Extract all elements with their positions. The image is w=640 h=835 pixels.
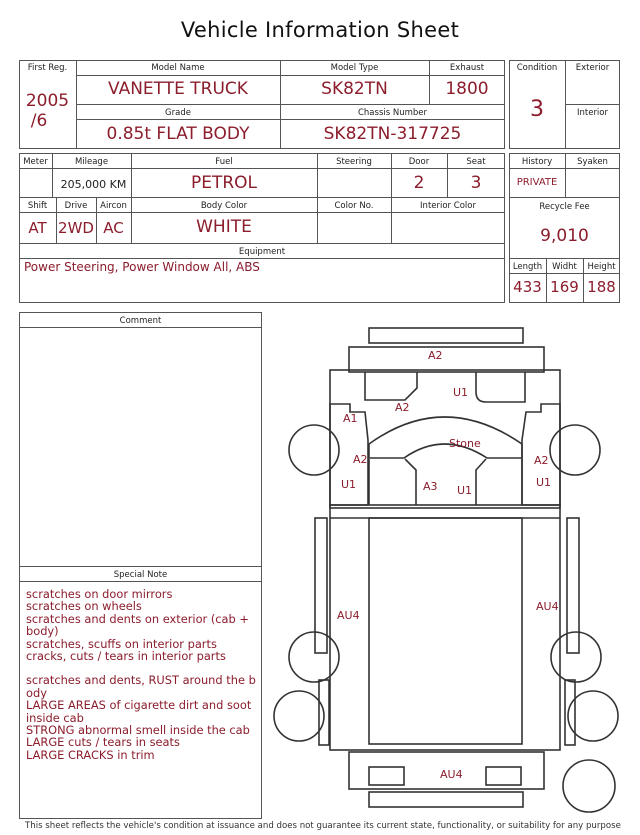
width-label: Widht [552, 262, 577, 272]
left-door [330, 404, 368, 505]
seat-value: 3 [470, 173, 482, 193]
wheel-rear-right [568, 691, 618, 741]
special-note-item: STRONG abnormal smell inside the cab [26, 723, 250, 738]
condition-value: 3 [530, 97, 544, 122]
right-door [522, 404, 560, 505]
rear-bumper-right [486, 767, 521, 785]
color-no-label: Color No. [334, 201, 374, 211]
mark-right-bed: AU4 [536, 600, 559, 613]
width-value: 169 [550, 278, 579, 296]
fuel-value: PETROL [190, 173, 258, 193]
windshield [369, 417, 522, 458]
length-value: 433 [513, 278, 542, 296]
drive-value: 2WD [58, 219, 94, 237]
special-note-item: inside cab [26, 710, 84, 725]
mark-left-door-mid: A2 [353, 453, 368, 466]
mark-dash-right: U1 [457, 484, 473, 497]
model-name-value: VANETTE TRUCK [108, 79, 248, 99]
special-note-item: LARGE AREAS of cigarette dirt and soot [26, 698, 252, 713]
exhaust-label: Exhaust [449, 63, 485, 73]
height-label: Height [587, 262, 616, 272]
equipment-label: Equipment [238, 247, 286, 257]
mark-left-door-top: A1 [343, 412, 358, 425]
comment-label: Comment [119, 316, 162, 326]
cab-roof-right [476, 372, 525, 402]
special-note-item: body) [26, 624, 59, 639]
shift-label: Shift [27, 201, 48, 211]
mark-windshield: Stone [449, 437, 481, 450]
special-note-label: Special Note [113, 570, 168, 580]
rear-bumper [349, 752, 544, 789]
special-note-item: LARGE cuts / tears in seats [26, 735, 180, 750]
mark-cab-top-left: A2 [395, 401, 410, 414]
page-title: Vehicle Information Sheet [180, 18, 460, 42]
special-note-item: scratches on door mirrors [26, 587, 173, 601]
mileage-value: 205,000 KM [60, 178, 127, 191]
chassis-label: Chassis Number [357, 108, 428, 118]
mark-rear-bumper: AU4 [440, 768, 463, 781]
first-reg-month: /6 [30, 111, 48, 131]
special-note-list [26, 588, 256, 761]
truck-bed-inner [369, 518, 522, 744]
fuel-label: Fuel [215, 157, 233, 167]
truck-bed [330, 505, 560, 750]
recycle-fee-value: 9,010 [540, 226, 589, 246]
meter-label: Meter [23, 157, 48, 167]
shift-value: AT [28, 219, 47, 237]
body-color-value: WHITE [196, 217, 252, 237]
interior-label: Interior [576, 108, 608, 118]
disclaimer-footer: This sheet reflects the vehicle's condition at issuance and does not guarantee its current state, functionality, or suitability for any purpose [25, 821, 621, 831]
left-side-panel [315, 518, 327, 653]
special-note-item: ody [26, 685, 47, 700]
grade-value: 0.85t FLAT BODY [106, 124, 250, 144]
wheel-front-right [550, 425, 600, 475]
door-value: 2 [413, 173, 425, 193]
mark-left-bed: AU4 [337, 609, 360, 622]
model-type-label: Model Type [330, 63, 379, 73]
exterior-label: Exterior [575, 63, 610, 73]
aircon-value: AC [103, 219, 124, 237]
mark-left-door-low: U1 [341, 478, 357, 491]
drive-label: Drive [64, 201, 88, 211]
wheel-rear-left [274, 691, 324, 741]
special-note-item: scratches on wheels [26, 599, 142, 614]
model-name-label: Model Name [151, 63, 205, 73]
wheel-front-left [289, 425, 339, 475]
length-label: Length [512, 262, 543, 272]
wheel-mid-left [289, 632, 339, 682]
seat-label: Seat [466, 157, 486, 167]
front-bumper-top [369, 328, 523, 343]
door-label: Door [408, 157, 430, 167]
exhaust-value: 1800 [445, 79, 489, 99]
mark-right-door-mid: A2 [534, 454, 549, 467]
mileage-label: Mileage [74, 157, 109, 167]
history-value: PRIVATE [516, 177, 558, 188]
interior-color-label: Interior Color [420, 201, 476, 211]
cab-outline [330, 370, 560, 508]
chassis-value: SK82TN-317725 [323, 124, 462, 144]
special-note-item: scratches, scuffs on interior parts [26, 636, 217, 651]
right-side-panel [567, 518, 579, 653]
rear-bumper-left [369, 767, 404, 785]
model-type-value: SK82TN [321, 79, 388, 99]
rear-step [369, 792, 523, 807]
cab-roof-left [365, 372, 417, 400]
first-reg-year: 2005 [25, 91, 70, 111]
front-bumper [349, 347, 544, 372]
equipment-value: Power Steering, Power Window All, ABS [24, 260, 260, 274]
aircon-label: Aircon [100, 201, 127, 211]
mark-cab-top-right: U1 [453, 386, 469, 399]
special-note-item: scratches and dents on exterior (cab + [26, 611, 249, 626]
condition-label: Condition [516, 63, 558, 73]
special-note-item: LARGE CRACKS in trim [26, 747, 155, 762]
first-reg-label: First Reg. [27, 63, 68, 73]
height-value: 188 [587, 278, 616, 296]
mark-front-bumper: A2 [428, 349, 443, 362]
syaken-label: Syaken [577, 157, 608, 167]
special-note-item: scratches and dents, RUST around the b [26, 673, 256, 688]
recycle-fee-label: Recycle Fee [539, 202, 590, 212]
wheel-spare [563, 760, 615, 812]
wheel-mid-right [551, 632, 601, 682]
grade-label: Grade [165, 108, 191, 118]
special-note-item: cracks, cuts / tears in interior parts [26, 649, 226, 664]
steering-label: Steering [336, 157, 372, 167]
right-rear-panel [565, 680, 575, 745]
body-color-label: Body Color [200, 201, 248, 211]
left-rear-panel [319, 680, 329, 745]
mark-right-door-low: U1 [536, 476, 552, 489]
dash-inner-left [405, 459, 416, 505]
history-label: History [521, 157, 553, 167]
dash-inner-right [476, 459, 486, 505]
mark-dash-left: A3 [423, 480, 438, 493]
